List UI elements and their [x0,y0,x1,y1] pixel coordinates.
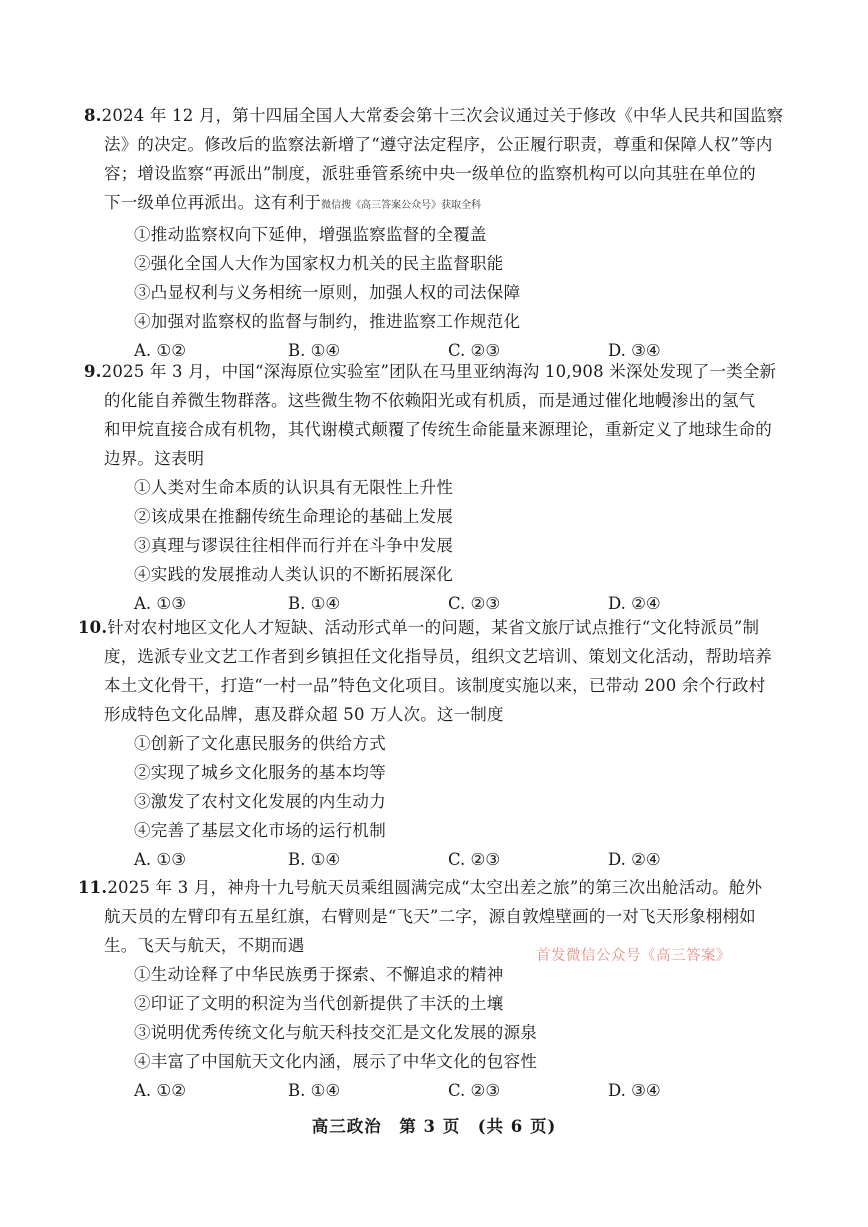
stem-line: 2025 年 3 月，中国“深海原位实验室”团队在马里亚纳海沟 10,908 米深处发现了一类全新 [101,362,777,381]
option-4: ④实践的发展推动人类认识的不断拓展深化 [134,565,454,584]
option-3: ③激发了农村文化发展的内生动力 [134,792,386,811]
stem-line: 本土文化骨干，打造“一村一品”特色文化项目。该制度实施以来，已带动 200 余个行政村 [104,676,766,695]
question-number: 9. [84,362,102,381]
question-9 [84,357,784,618]
option-4: ④完善了基层文化市场的运行机制 [134,821,386,840]
stem-line: 下一级单位再派出。这有利于 [104,193,322,212]
inline-note: 微信搜《高三答案公众号》获取全科 [321,200,482,211]
answer-c: C. ②③ [448,1081,501,1100]
question-10-stem [78,613,784,729]
answer-a: A. ①③ [134,850,186,869]
question-11 [78,873,784,1105]
answer-choices [134,845,784,874]
answer-c: C. ②③ [448,594,501,613]
watermark-text: 首发微信公众号《高三答案》 [536,948,731,964]
stem-line: 2025 年 3 月，神舟十九号航天员乘组圆满完成“太空出差之旅”的第三次出舱活动。舱外 [107,878,763,897]
question-8 [84,101,784,365]
stem-line: 生。飞天与航天，不期而遇 [104,936,305,955]
answer-b: B. ①④ [288,341,341,360]
answer-d: D. ②④ [608,850,661,869]
stem-line: 形成特色文化品牌，惠及群众超 50 万人次。这一制度 [104,705,504,724]
stem-line: 2024 年 12 月，第十四届全国人大常委会第十三次会议通过关于修改《中华人民共和国监察 [101,106,784,125]
question-10 [78,613,784,874]
option-1: ①创新了文化惠民服务的供给方式 [134,734,386,753]
question-number: 8. [84,106,102,125]
option-2: ②印证了文明的积淀为当代创新提供了丰沃的土壤 [134,994,504,1013]
option-4: ④丰富了中国航天文化内涵，展示了中华文化的包容性 [134,1052,538,1071]
option-2: ②该成果在推翻传统生命理论的基础上发展 [134,507,454,526]
answer-b: B. ①④ [288,1081,341,1100]
option-4: ④加强对监察权的监督与制约，推进监察工作规范化 [134,312,521,331]
stem-line: 容；增设监察“再派出”制度，派驻垂管系统中央一级单位的监察机构可以向其驻在单位的 [104,164,756,183]
stem-line: 法》的决定。修改后的监察法新增了“遵守法定程序，公正履行职责，尊重和保障人权”等内 [104,135,773,154]
answer-c: C. ②③ [448,850,501,869]
answer-b: B. ①④ [288,594,341,613]
option-2: ②实现了城乡文化服务的基本均等 [134,763,386,782]
option-3: ③凸显权利与义务相统一原则，加强人权的司法保障 [134,283,521,302]
answer-a: A. ①② [134,1081,186,1100]
stem-line: 边界。这表明 [104,449,205,468]
answer-d: D. ③④ [608,1081,661,1100]
answer-d: D. ③④ [608,341,661,360]
stem-line: 和甲烷直接合成有机物，其代谢模式颠覆了传统生命能量来源理论，重新定义了地球生命的 [104,420,772,439]
option-1: ①人类对生命本质的认识具有无限性上升性 [134,478,454,497]
answer-choices [134,1076,784,1105]
option-3: ③说明优秀传统文化与航天科技交汇是文化发展的源泉 [134,1023,538,1042]
stem-line: 针对农村地区文化人才短缺、活动形式单一的问题，某省文旅厅试点推行“文化特派员”制 [107,618,760,637]
answer-a: A. ①③ [134,594,186,613]
option-1: ①推动监察权向下延伸，增强监察监督的全覆盖 [134,225,487,244]
option-3: ③真理与谬误往往相伴而行并在斗争中发展 [134,536,454,555]
stem-line: 的化能自养微生物群落。这些微生物不依赖阳光或有机质，而是通过催化地幔渗出的氢气 [104,391,756,410]
answer-d: D. ②④ [608,594,661,613]
answer-c: C. ②③ [448,341,501,360]
answer-a: A. ①② [134,341,186,360]
page-footer: 高三政治 第 3 页 (共 6 页) [311,1117,557,1136]
question-8-stem [84,101,784,220]
answer-b: B. ①④ [288,850,341,869]
option-2: ②强化全国人大作为国家权力机关的民主监督职能 [134,254,504,273]
stem-line: 航天员的左臂印有五星红旗，右臂则是“飞天”二字，源自敦煌壁画的一对飞天形象栩栩如 [104,907,756,926]
stem-line: 度，选派专业文艺工作者到乡镇担任文化指导员，组织文艺培训、策划文化活动，帮助培养 [104,647,772,666]
question-number: 10. [78,618,108,637]
question-number: 11. [78,878,108,897]
option-1: ①生动诠释了中华民族勇于探索、不懈追求的精神 [134,965,504,984]
question-9-stem [84,357,784,473]
